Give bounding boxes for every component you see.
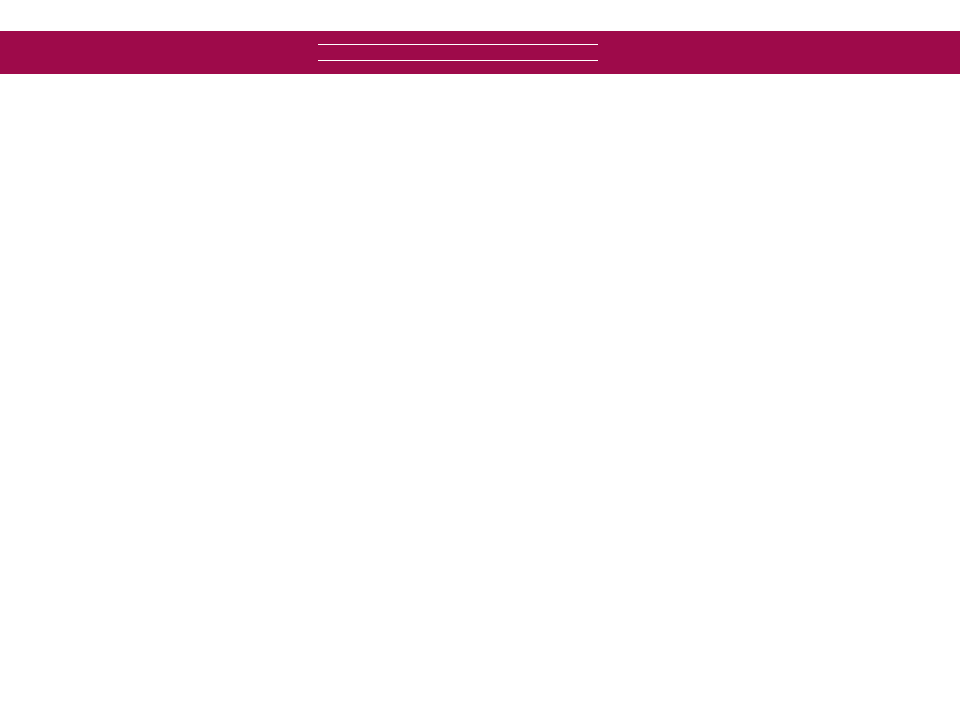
header-divider-bottom bbox=[318, 60, 598, 61]
issue-line bbox=[207, 19, 209, 29]
column-header-band bbox=[0, 31, 960, 74]
header-divider bbox=[318, 44, 598, 45]
